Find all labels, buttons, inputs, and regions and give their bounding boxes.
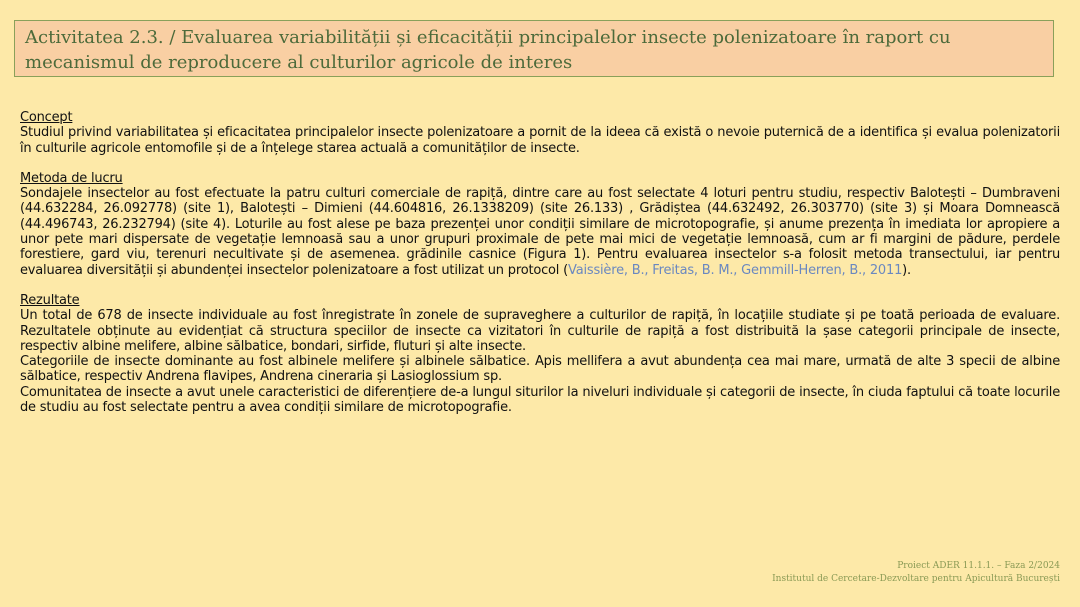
rezultate-paragraph: Categoriile de insecte dominante au fost albinele melifere și albinele sălbatice. Apis mellifera a avut abundența cea mai mare, urmată de alte 3 specii de albine sălbatice, respectiv Andrena flavipes, Andrena cineraria și Lasioglossium sp. xyxy=(20,354,1060,385)
concept-text: Studiul privind variabilitatea și eficacitatea principalelor insecte polenizatoare a pornit de la ideea că există o nevoie puternică de a identifica și evalua polenizatorii în culturile agricole entomofile și de a înțelege starea actuală a comunităților de insecte. xyxy=(20,125,1060,156)
concept-section xyxy=(20,110,1060,156)
citation-link[interactable]: Vaissière, B., Freitas, B. M., Gemmill-Herren, B., 2011 xyxy=(568,262,903,278)
slide-title xyxy=(14,20,1054,77)
footer-project: Proiect ADER 11.1.1. – Faza 2/2024 xyxy=(897,561,1060,571)
footer-institute: Institutul de Cercetare-Dezvoltare pentru Apicultură București xyxy=(772,574,1060,584)
metoda-section xyxy=(20,171,1060,278)
slide-footer xyxy=(772,560,1060,586)
rezultate-section xyxy=(20,293,1060,415)
concept-heading: Concept xyxy=(20,110,73,125)
metoda-text-end: ). xyxy=(902,262,911,278)
rezultate-paragraph: Un total de 678 de insecte individuale au fost înregistrate în zonele de supraveghere a culturilor de rapiță, în locațiile studiate și pe toată perioada de evaluare. Rezultatele obținute au evidențiat că structura speciilor de insecte ca vizitatori în culturile de rapiță a fost distribuită la șase categorii principale de insecte, respectiv albine melifere, albine sălbatice, bondari, sirfide, fluturi și alte insecte. xyxy=(20,308,1060,354)
slide-title-text: Activitatea 2.3. / Evaluarea variabilității și eficacității principalelor insecte polenizatoare în raport cu mecanismul de reproducere al culturilor agricole de interes xyxy=(25,27,951,73)
rezultate-paragraph: Comunitatea de insecte a avut unele caracteristici de diferențiere de-a lungul siturilor la niveluri individuale și categorii de insecte, în ciuda faptului că toate locurile de studiu au fost selectate pentru a avea condiții similare de microtopografie. xyxy=(20,384,1060,416)
slide-content xyxy=(20,110,1060,415)
metoda-text xyxy=(20,186,1060,278)
metoda-text-body: Sondajele insectelor au fost efectuate la patru culturi comerciale de rapiță, dintre care au fost selectate 4 loturi pentru studiu, respectiv Balotești – Dumbraveni (44.632284, 26.092778) (site 1), Balotești – Dimieni (44.604816, 26.1338209) (site 26.133) , Grădiștea (44.632492, 26.303770) (site 3) și Moara Domnească (44.496743, 26.232794) (site 4). Loturile au fost alese pe baza prezenței unor condiții similare de microtopografie, și anume prezența în imediata lor apropiere a unor pete mari dispersate de vegetație lemnoasă sau a unor grupuri proximale de pete mai mici de vegetație lemnoasă, cum ar fi margini de pădure, perdele forestiere, gard viu, terenuri necultivate și de asemenea. grădinile casnice (Figura 1). Pentru evaluarea insectelor s-a folosit metoda transectului, iar pentru evaluarea diversității și abundenței insectelor polenizatoare a fost utilizat un protocol ( xyxy=(20,186,1060,278)
metoda-heading: Metoda de lucru xyxy=(20,170,123,186)
rezultate-heading: Rezultate xyxy=(20,292,80,308)
